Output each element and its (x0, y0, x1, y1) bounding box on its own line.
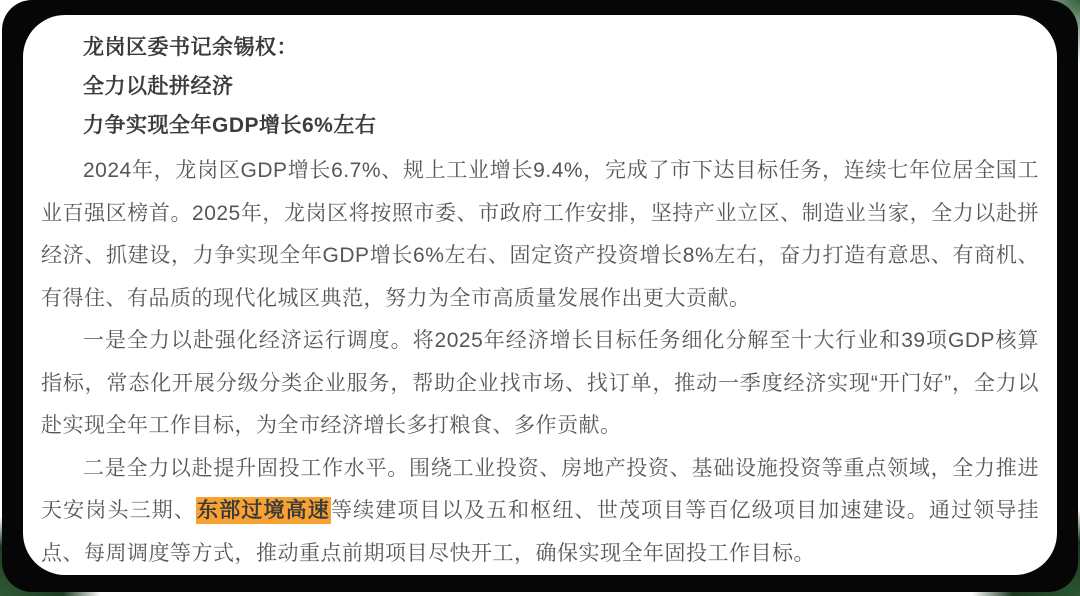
article-headings (41, 28, 1039, 145)
article-author-heading: 龙岗区委书记余锡权： (83, 36, 298, 59)
highlighted-keyword-eastern-transit-expressway[interactable]: 东部过境高速 (197, 499, 330, 522)
paragraph-text-after-highlight: 等续建项目以及五和枢纽、世茂项目等百亿级项目加速建设。通过领导挂点、每周调度等方式，推动重点前期项目尽快开工，确保实现全年固投工作目标。 (41, 499, 1040, 565)
article-title-line-2: 力争实现全年GDP增长6%左右 (83, 114, 377, 137)
article-card (23, 15, 1057, 575)
black-rounded-frame (2, 0, 1078, 592)
paragraph-text-before-highlight: 二是全力以赴提升固投工作水平。围绕工业投资、房地产投资、基础设施投资等重点领域，全力推进天安岗头三期、 (41, 456, 1039, 522)
paragraph-overview-2024-2025: 2024年，龙岗区GDP增长6.7%、规上工业增长9.4%，完成了市下达目标任务，连续七年位居全国工业百强区榜首。2025年，龙岗区将按照市委、市政府工作安排，坚持产业立区、制造业当家，全力以赴拼经济、抓建设，力争实现全年GDP增长6%左右、固定资产投资增长8%左右，奋力打造有意思、有商机、有得住、有品质的现代化城区典范，努力为全市高质量发展作出更大贡献。 (41, 159, 1039, 310)
paragraph-point-two-fixed-investment (41, 448, 1039, 576)
paragraph-point-one-economic-dispatch: 一是全力以赴强化经济运行调度。将2025年经济增长目标任务细化分解至十大行业和39项GDP核算指标，常态化开展分级分类企业服务，帮助企业找市场、找订单，推动一季度经济实现“开门好”，全力以赴实现全年工作目标，为全市经济增长多打粮食、多作贡献。 (41, 329, 1039, 437)
article-content (41, 28, 1039, 575)
article-title-line-1: 全力以赴拼经济 (83, 75, 234, 98)
